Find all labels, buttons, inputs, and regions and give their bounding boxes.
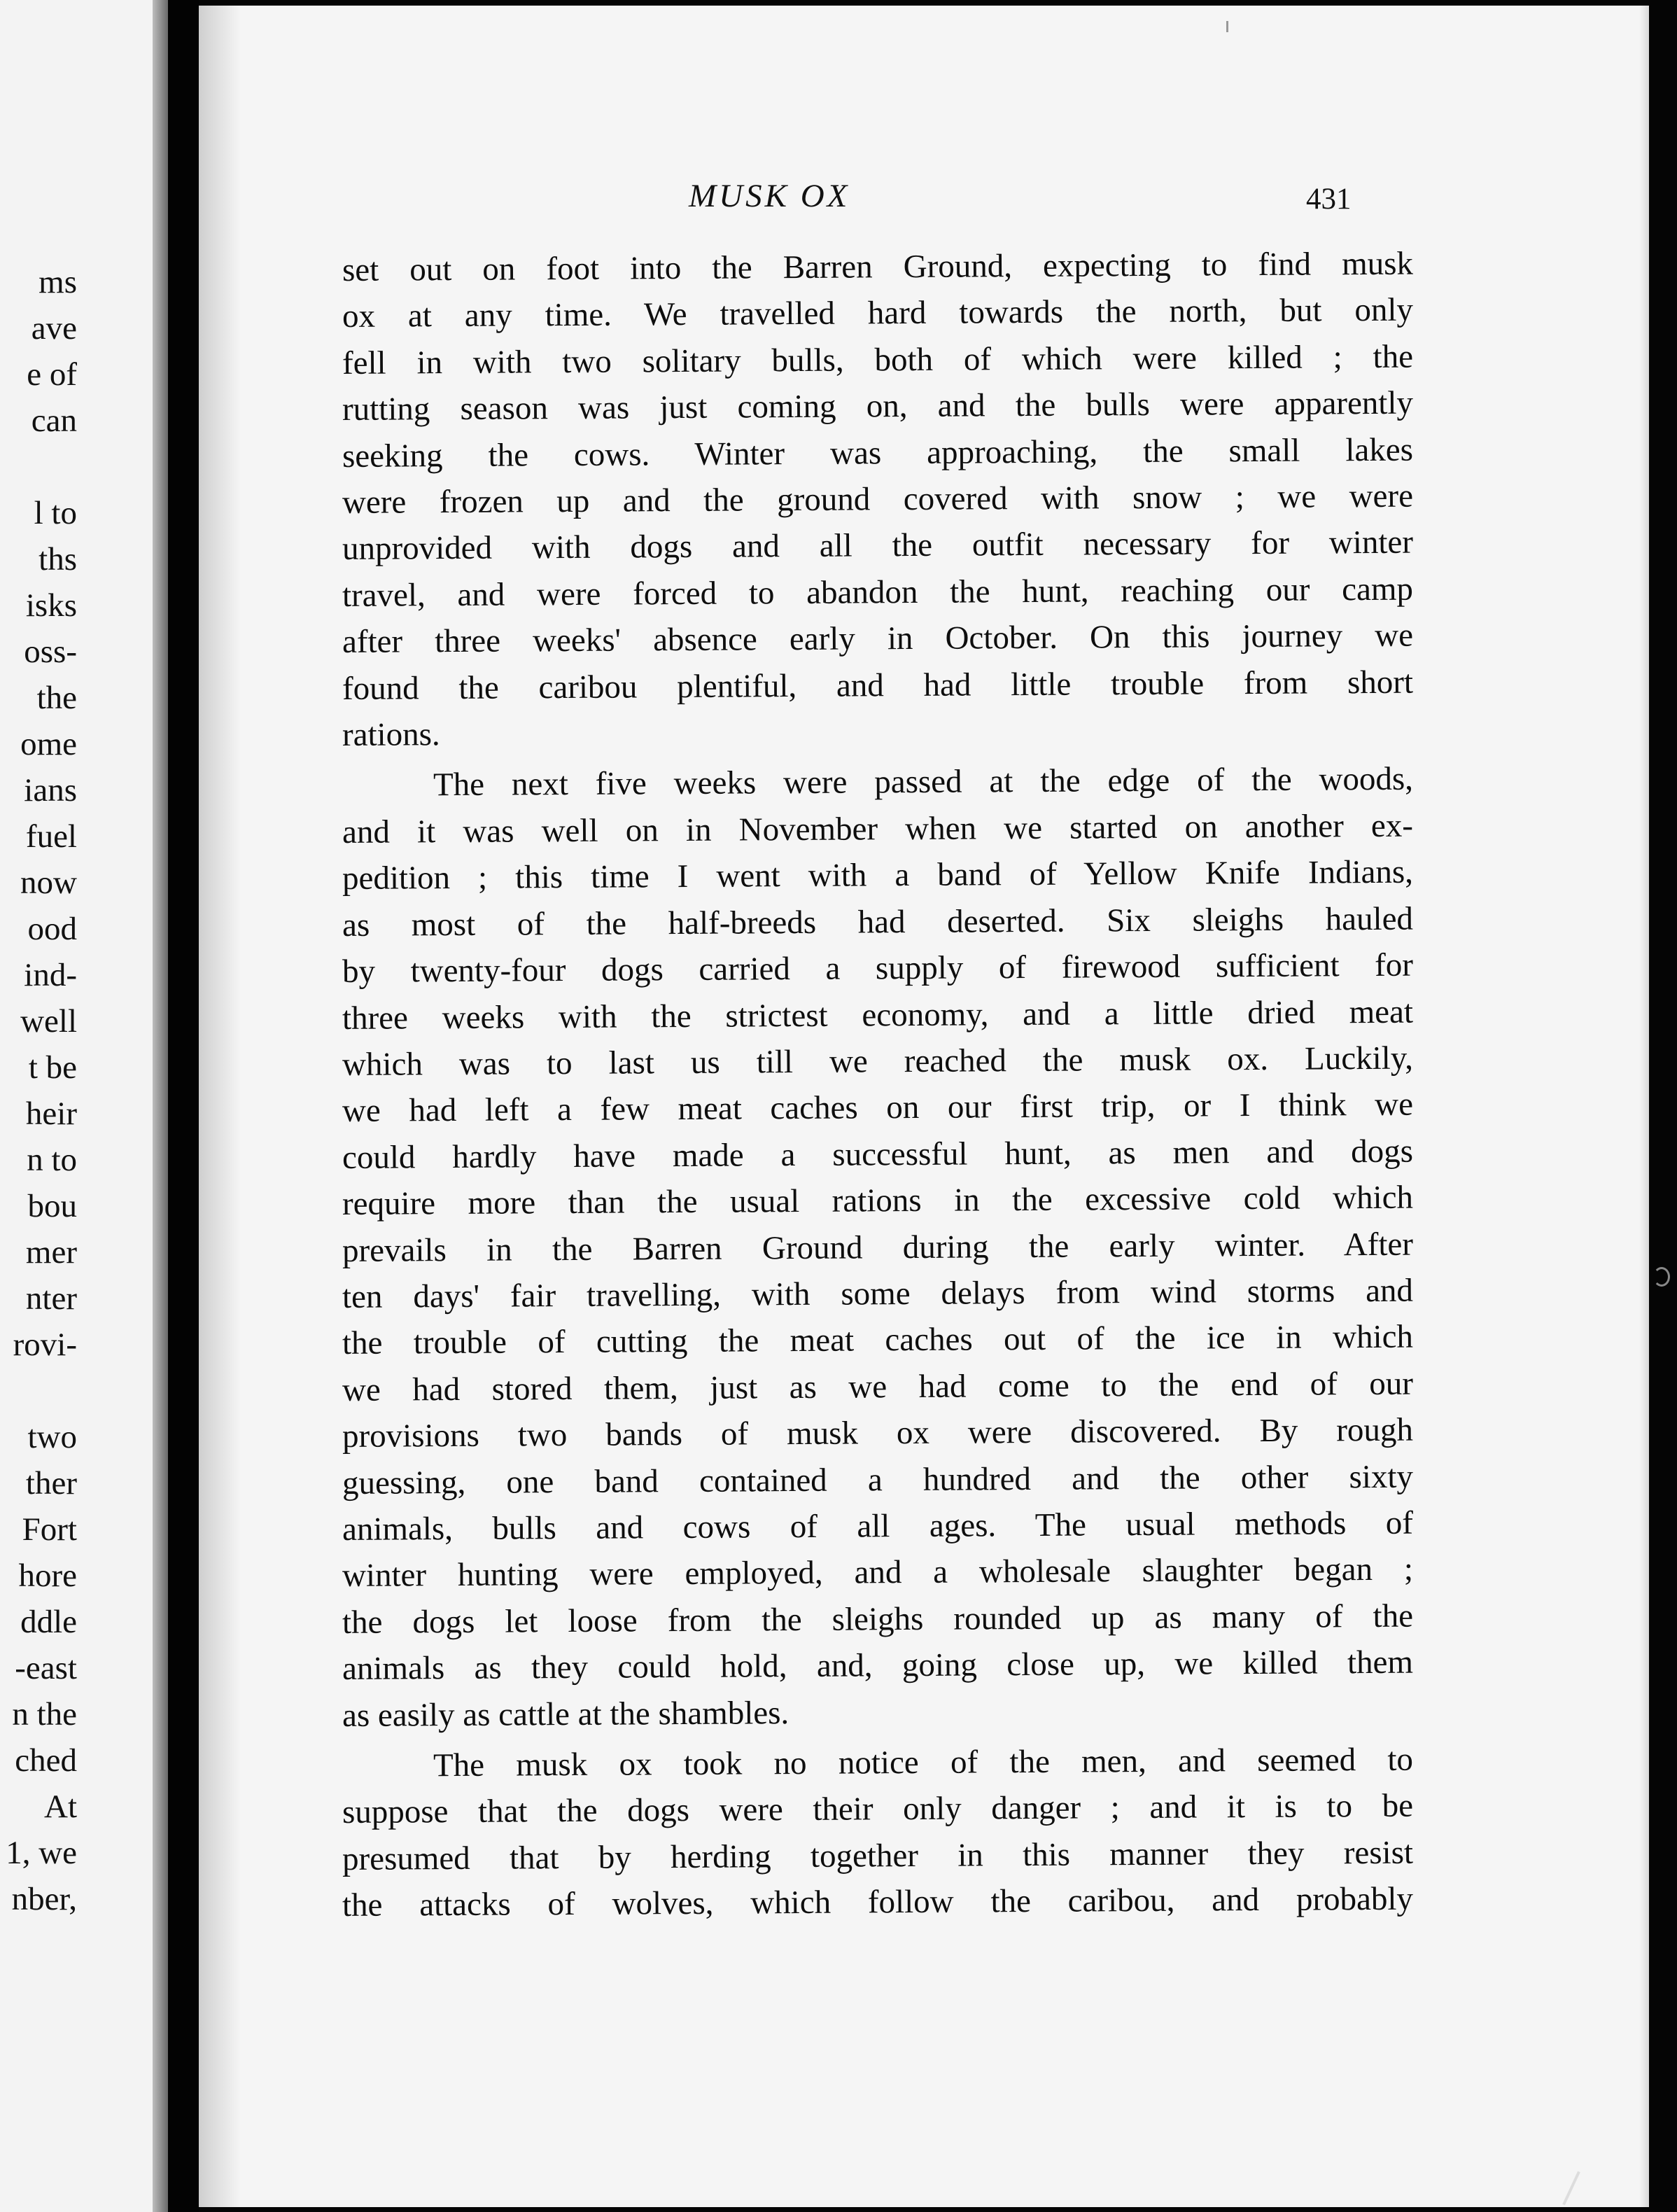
scan-speck bbox=[1226, 21, 1228, 32]
text-line: provisions two bands of musk ox were discovered. By rough bbox=[342, 1411, 1414, 1455]
text-line: found the caribou plentiful, and had little trouble from short bbox=[342, 664, 1414, 707]
left-page-line: isks bbox=[25, 587, 77, 624]
paragraph-first-line: The musk ox took no notice of the men, and seemed to bbox=[433, 1741, 1414, 1784]
text-line: which was to last us till we reached the musk ox. Luckily, bbox=[342, 1040, 1414, 1083]
left-page-line: n to bbox=[27, 1142, 77, 1178]
left-page-line: two bbox=[27, 1419, 77, 1455]
left-page-line: nter bbox=[25, 1280, 77, 1317]
text-line: as easily as cattle at the shambles. bbox=[342, 1694, 790, 1734]
text-line: rutting season was just coming on, and the bulls were apparently bbox=[342, 384, 1414, 428]
left-page-line: Fort bbox=[22, 1511, 77, 1548]
left-page-line: rovi- bbox=[13, 1326, 77, 1363]
left-page-line: 1, we bbox=[6, 1835, 77, 1871]
text-line: pedition ; this time I went with a band of Yellow Knife Indians, bbox=[342, 853, 1414, 897]
text-line: require more than the usual rations in the excessive cold which bbox=[342, 1179, 1414, 1223]
body-text bbox=[342, 247, 1413, 1929]
text-line: winter hunting were employed, and a wholesale slaughter began ; bbox=[342, 1551, 1414, 1595]
running-head: MUSK OX bbox=[689, 178, 850, 214]
left-page-line: ome bbox=[20, 726, 77, 762]
left-page-line: bou bbox=[27, 1188, 77, 1224]
text-line: we had left a few meat caches on our first trip, or I think we bbox=[342, 1086, 1414, 1130]
text-line: fell in with two solitary bulls, both of which were killed ; the bbox=[342, 338, 1414, 382]
text-line: ten days' fair travelling, with some delays from wind storms and bbox=[342, 1272, 1414, 1315]
left-page-line: -east bbox=[15, 1650, 77, 1686]
text-line: by twenty-four dogs carried a supply of firewood sufficient for bbox=[342, 946, 1414, 990]
text-line: animals, bulls and cows of all ages. The usual methods of bbox=[342, 1504, 1414, 1548]
left-page-line: oss- bbox=[24, 634, 77, 670]
page-edge-shadow bbox=[1639, 6, 1649, 2207]
text-line: seeking the cows. Winter was approaching, the small lakes bbox=[342, 431, 1414, 475]
left-page-line: fuel bbox=[25, 818, 77, 855]
text-line: prevails in the Barren Ground during the early winter. After bbox=[342, 1226, 1414, 1269]
left-page-line: l to bbox=[34, 495, 77, 531]
text-line: three weeks with the strictest economy, and a little dried meat bbox=[342, 993, 1414, 1037]
text-line: the dogs let loose from the sleighs rounded up as many of the bbox=[342, 1597, 1414, 1641]
text-line: as most of the half-breeds had deserted. Six sleighs hauled bbox=[342, 900, 1414, 944]
left-page-line: ths bbox=[38, 541, 77, 578]
left-page-line: well bbox=[20, 1003, 77, 1040]
left-page-line: ched bbox=[15, 1742, 77, 1779]
book-gutter bbox=[168, 0, 199, 2212]
left-page-line: now bbox=[20, 864, 77, 901]
text-line: ox at any time. We travelled hard towards the north, but only bbox=[342, 292, 1414, 335]
left-page-line: mer bbox=[25, 1234, 77, 1270]
left-page-line: ddle bbox=[20, 1604, 77, 1640]
left-page-line: ave bbox=[31, 310, 77, 346]
book-page bbox=[199, 6, 1649, 2207]
left-page-line: the bbox=[36, 680, 77, 716]
left-page-line: ther bbox=[25, 1465, 77, 1502]
left-page-line: n the bbox=[12, 1696, 77, 1732]
text-line: presumed that by herding together in this manner they resist bbox=[342, 1834, 1414, 1877]
text-line: unprovided with dogs and all the outfit necessary for winter bbox=[342, 524, 1414, 568]
page-curve-shadow bbox=[199, 6, 241, 2207]
text-line: suppose that the dogs were their only danger ; and it is to be bbox=[342, 1788, 1414, 1831]
left-page-line: e of bbox=[27, 356, 77, 393]
left-page-line: can bbox=[31, 402, 77, 439]
left-page-text-column bbox=[0, 259, 77, 1922]
text-line: after three weeks' absence early in October. On this journey we bbox=[342, 617, 1414, 661]
left-page-line bbox=[0, 1368, 77, 1414]
left-page-line: ind- bbox=[24, 957, 77, 993]
scan-edge-mark bbox=[1653, 1267, 1670, 1287]
text-line: were frozen up and the ground covered with snow ; we were bbox=[342, 477, 1414, 522]
text-line: could hardly have made a successful hunt, as men and dogs bbox=[342, 1133, 1414, 1176]
left-page-fragment bbox=[0, 0, 168, 2212]
text-line: set out on foot into the Barren Ground, expecting to find musk bbox=[342, 245, 1414, 288]
left-page-line: ians bbox=[24, 772, 77, 808]
left-page-line: At bbox=[44, 1788, 77, 1825]
left-page-line bbox=[0, 444, 77, 490]
left-page-line: heir bbox=[25, 1096, 77, 1132]
left-page-line: nber, bbox=[11, 1881, 77, 1917]
text-line: and it was well on in November when we started on another ex- bbox=[342, 807, 1414, 850]
paragraph-first-line: The next five weeks were passed at the edge of the woods, bbox=[433, 761, 1414, 804]
text-line: travel, and were forced to abandon the hunt, reaching our camp bbox=[342, 570, 1414, 614]
text-line: rations. bbox=[342, 716, 440, 754]
left-page-line: hore bbox=[18, 1558, 77, 1594]
left-page-line: ood bbox=[27, 911, 77, 947]
left-page-line: ms bbox=[38, 264, 77, 300]
text-line: guessing, one band contained a hundred and the other sixty bbox=[342, 1458, 1414, 1502]
page-spine-shadow bbox=[153, 0, 168, 2212]
left-page-line: t be bbox=[28, 1049, 77, 1086]
text-line: we had stored them, just as we had come to the end of our bbox=[342, 1365, 1414, 1408]
text-line: animals as they could hold, and, going close up, we killed them bbox=[342, 1644, 1414, 1688]
text-line: the trouble of cutting the meat caches out of the ice in which bbox=[342, 1318, 1414, 1362]
page-number: 431 bbox=[1306, 183, 1352, 216]
text-line: the attacks of wolves, which follow the caribou, and probably bbox=[342, 1880, 1414, 1924]
